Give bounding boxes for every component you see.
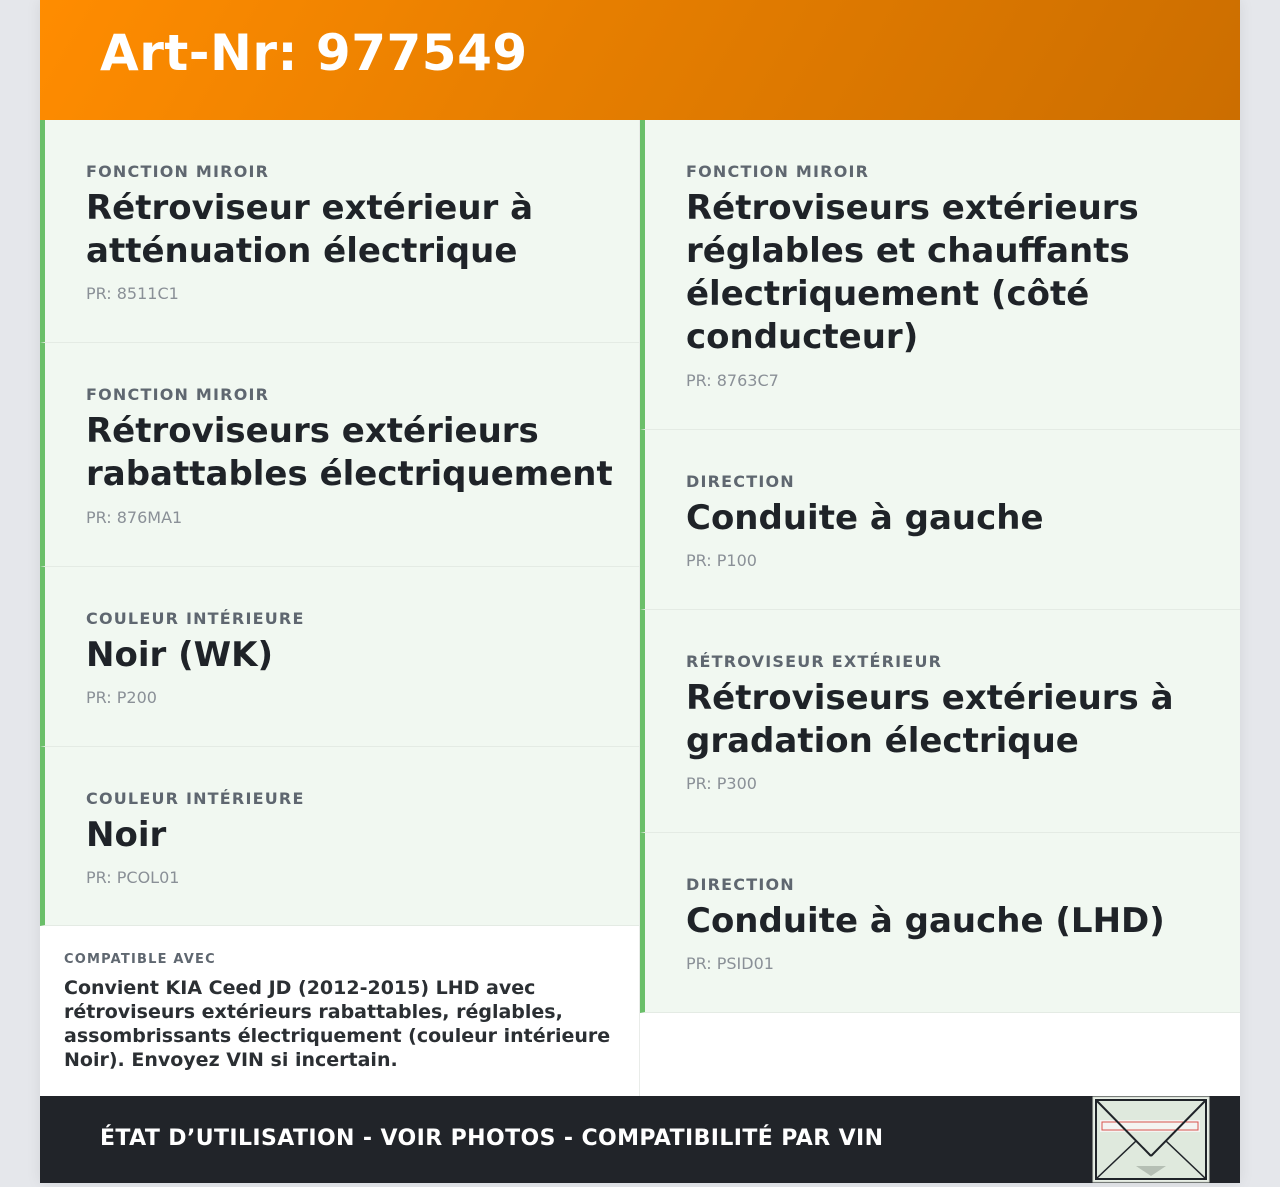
compatibility-label: COMPATIBLE AVEC <box>64 952 216 967</box>
footer-text: ÉTAT D’UTILISATION - VOIR PHOTOS - COMPATIBILITÉ PAR VIN <box>100 1126 884 1151</box>
spec-item <box>640 430 1240 610</box>
spec-category: DIRECTION <box>686 875 795 894</box>
spec-category: COULEUR INTÉRIEURE <box>86 789 305 808</box>
spec-item <box>40 343 640 567</box>
spec-pr-code: PR: PSID01 <box>686 954 774 973</box>
spec-item <box>640 120 1240 430</box>
spec-category: RÉTROVISEUR EXTÉRIEUR <box>686 652 943 671</box>
spec-title: Rétroviseurs extérieurs à gradation électrique <box>686 678 1174 761</box>
spec-title: Conduite à gauche <box>686 498 1044 538</box>
spec-pr-code: PR: P300 <box>686 774 757 793</box>
spec-title: Noir <box>86 815 167 855</box>
spec-category: FONCTION MIROIR <box>686 162 870 181</box>
spec-item <box>640 833 1240 1013</box>
article-number-title: Art-Nr: 977549 <box>100 24 528 82</box>
spec-title: Noir (WK) <box>86 635 273 675</box>
footer-bar <box>40 1096 1240 1183</box>
spec-item <box>40 567 640 747</box>
compatibility-text: Convient KIA Ceed JD (2012-2015) LHD avec rétroviseurs extérieurs rabattables, réglables, assombrissants électriquement (couleur intérieure Noir). Envoyez VIN si incertain. <box>64 977 611 1071</box>
spec-pr-code: PR: P200 <box>86 688 157 707</box>
spec-pr-code: PR: 8763C7 <box>686 371 779 390</box>
compatibility-section <box>40 926 640 1096</box>
spec-card <box>40 0 1240 1183</box>
spec-pr-code: PR: PCOL01 <box>86 868 180 887</box>
spec-item <box>40 120 640 343</box>
spec-item <box>40 747 640 926</box>
spec-title: Conduite à gauche (LHD) <box>686 901 1165 941</box>
spec-title: Rétroviseurs extérieurs réglables et chauffants électriquement (côté conducteur) <box>686 188 1139 357</box>
spec-category: COULEUR INTÉRIEURE <box>86 609 305 628</box>
spec-pr-code: PR: P100 <box>686 551 757 570</box>
envelope-thumbnail[interactable] <box>1092 1096 1210 1183</box>
spec-item <box>640 610 1240 833</box>
spec-category: DIRECTION <box>686 472 795 491</box>
spec-pr-code: PR: 8511C1 <box>86 284 179 303</box>
header-banner <box>40 0 1240 120</box>
envelope-icon <box>1092 1096 1210 1183</box>
spec-title: Rétroviseurs extérieurs rabattables électriquement <box>86 411 613 494</box>
spec-pr-code: PR: 876MA1 <box>86 508 183 527</box>
spec-category: FONCTION MIROIR <box>86 385 270 404</box>
spec-category: FONCTION MIROIR <box>86 162 270 181</box>
spec-title: Rétroviseur extérieur à atténuation électrique <box>86 188 534 271</box>
